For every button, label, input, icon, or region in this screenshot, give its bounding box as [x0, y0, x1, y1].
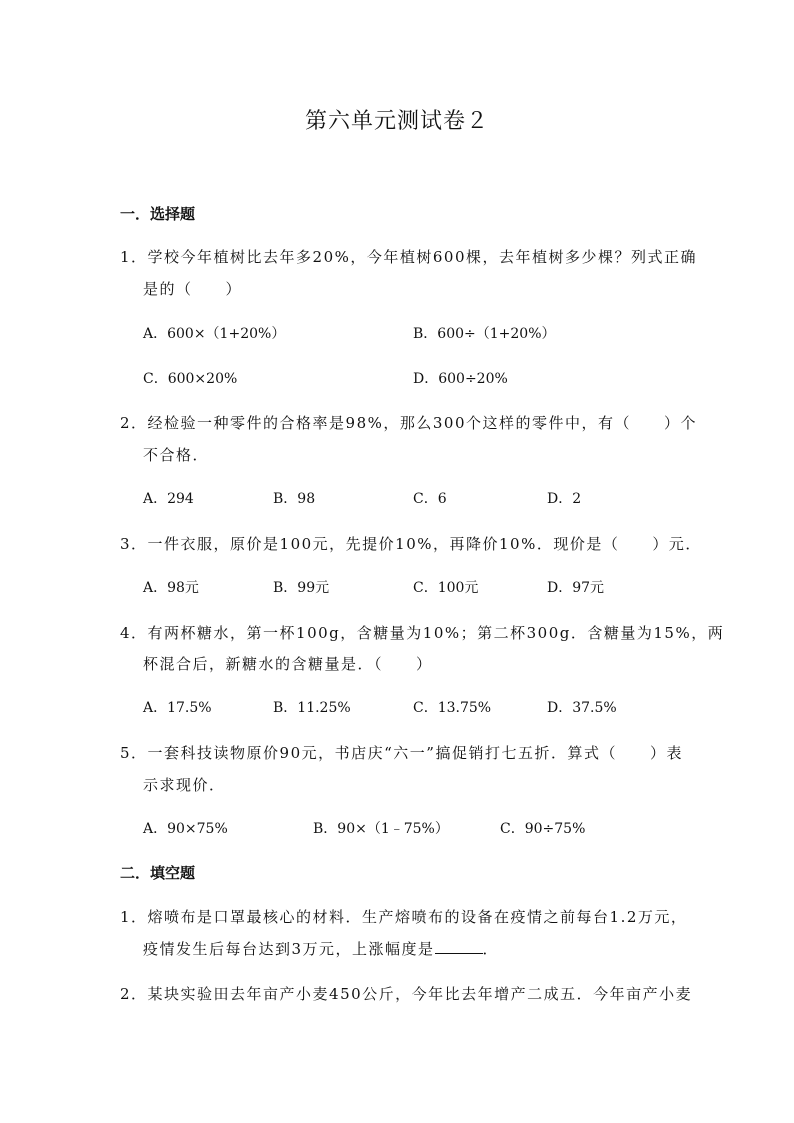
- question-4-line-1: 4．有两杯糖水，第一杯100g，含糖量为10%；第二杯300g．含糖量为15%，两: [120, 624, 725, 642]
- question-4-line-2: 杯混合后，新糖水的含糖量是．（ ）: [143, 655, 433, 673]
- q3-option-c: C．100元: [413, 580, 479, 596]
- question-1-line-1: 1．学校今年植树比去年多20%，今年植树600棵，去年植树多少棵？列式正确: [120, 248, 698, 266]
- fill-question-1-text: 疫情发生后每台达到3万元，上涨幅度是: [143, 940, 435, 958]
- q2-option-c: C．6: [413, 491, 447, 507]
- answer-blank: [435, 941, 483, 954]
- q3-option-d: D．97元: [547, 580, 605, 596]
- fill-question-1-end: ．: [482, 940, 500, 958]
- q2-option-a: A．294: [143, 491, 194, 507]
- q1-option-d: D．600÷20%: [413, 371, 508, 387]
- q5-option-b: B．90×（1﹣75%）: [313, 821, 449, 837]
- question-1-line-2: 是的（ ）: [143, 280, 243, 298]
- q5-option-c: C．90÷75%: [500, 821, 586, 837]
- q2-option-b: B．98: [273, 491, 316, 507]
- fill-question-1-line-2: [143, 938, 499, 959]
- q4-option-c: C．13.75%: [413, 700, 492, 716]
- section-heading-fill-blank: 二．填空题: [120, 864, 196, 882]
- q4-option-a: A．17.5%: [143, 700, 212, 716]
- q2-option-d: D．2: [547, 491, 582, 507]
- q4-option-d: D．37.5%: [547, 700, 617, 716]
- section-heading-choice: 一．选择题: [120, 205, 196, 223]
- fill-question-1-line-1: 1．熔喷布是口罩最核心的材料．生产熔喷布的设备在疫情之前每台1.2万元，: [120, 908, 688, 926]
- question-2-line-2: 不合格．: [143, 446, 210, 464]
- q5-option-a: A．90×75%: [143, 821, 228, 837]
- q1-option-c: C．600×20%: [143, 371, 238, 387]
- q1-option-b: B．600÷（1+20%）: [413, 326, 556, 342]
- q3-option-a: A．98元: [143, 580, 199, 596]
- q1-option-a: A．600×（1+20%）: [143, 326, 286, 342]
- question-3-line-1: 3．一件衣服，原价是100元，先提价10%，再降价10%．现价是（ ）元．: [120, 535, 702, 553]
- fill-question-2-line-1: 2．某块实验田去年亩产小麦450公斤，今年比去年增产二成五．今年亩产小麦: [120, 985, 693, 1003]
- question-5-line-1: 5．一套科技读物原价90元，书店庆“六一”搞促销打七五折．算式（ ）表: [120, 744, 683, 762]
- q3-option-b: B．99元: [273, 580, 330, 596]
- question-5-line-2: 示求现价．: [143, 776, 226, 794]
- q4-option-b: B．11.25%: [273, 700, 351, 716]
- question-2-line-1: 2．经检验一种零件的合格率是98%，那么300个这样的零件中，有（ ）个: [120, 414, 698, 432]
- page-title: 第六单元测试卷２: [304, 109, 489, 134]
